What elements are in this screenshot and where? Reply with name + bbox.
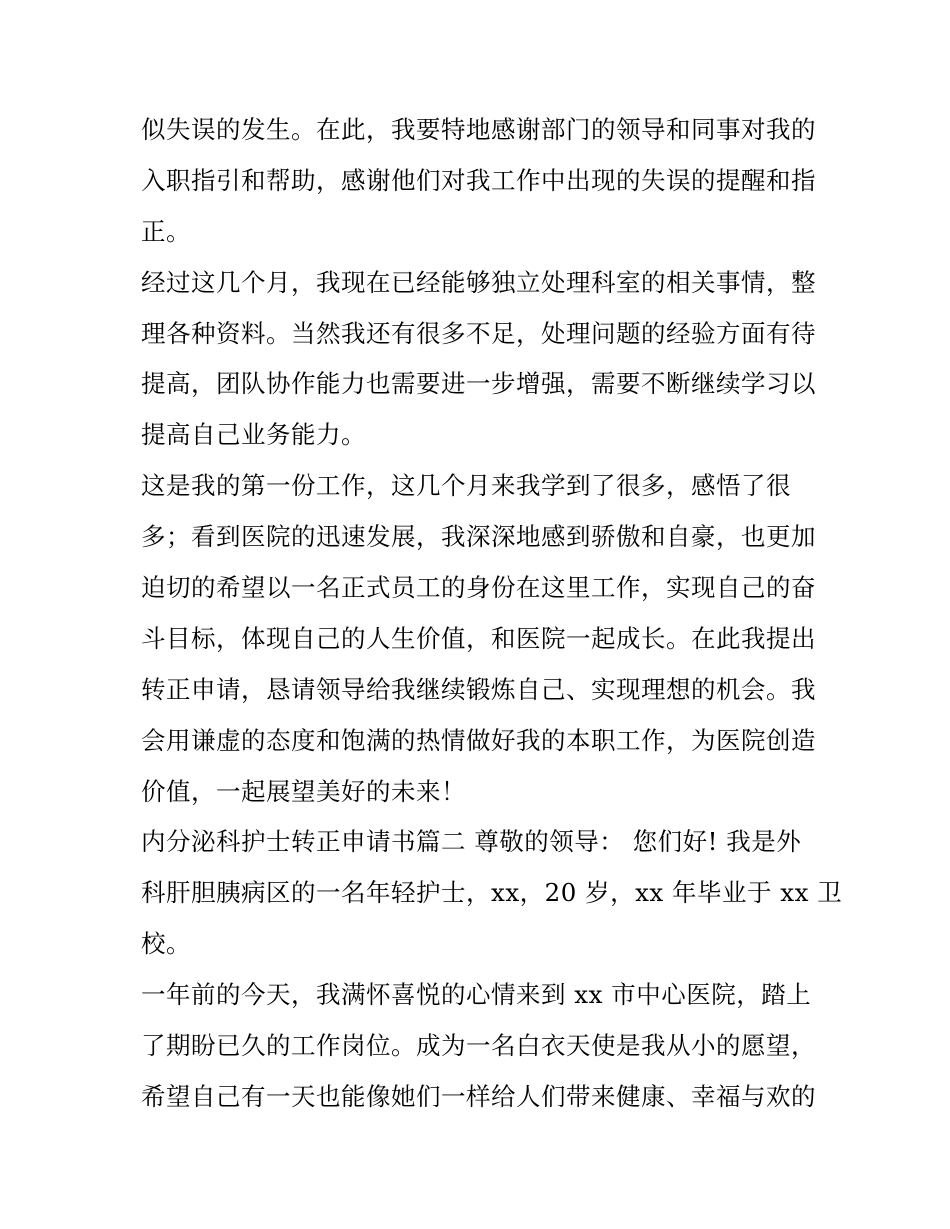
document-body (141, 105, 843, 1123)
text-line: 科肝胆胰病区的一名年轻护士，xx，20 岁，xx 年毕业于 xx 卫 (141, 878, 843, 908)
text-line: 校。 (141, 929, 191, 959)
text-line: 内分泌科护士转正申请书篇二 尊敬的领导： 您们好! 我是外 (141, 827, 802, 857)
text-line: 转正申请，恳请领导给我继续锻炼自己、实现理想的机会。我 (141, 674, 816, 704)
text-line: 会用谦虚的态度和饱满的热情做好我的本职工作，为医院创造 (141, 725, 816, 755)
text-line: 价值，一起展望美好的未来！ (141, 776, 466, 806)
text-line: 迫切的希望以一名正式员工的身份在这里工作，实现自己的奋 (141, 573, 816, 603)
text-line: 一年前的今天，我满怀喜悦的心情来到 xx 市中心医院，踏上 (141, 980, 812, 1010)
text-line: 提高自己业务能力。 (141, 420, 366, 450)
text-line: 多；看到医院的迅速发展，我深深地感到骄傲和自豪，也更加 (141, 522, 816, 552)
text-line: 斗目标，体现自己的人生价值，和医院一起成长。在此我提出 (141, 623, 816, 653)
text-line: 提高，团队协作能力也需要进一步增强，需要不断继续学习以 (141, 369, 816, 399)
text-line: 理各种资料。当然我还有很多不足，处理问题的经验方面有待 (141, 318, 816, 348)
text-line: 了期盼已久的工作岗位。成为一名白衣天使是我从小的愿望， (141, 1031, 816, 1061)
text-line: 似失误的发生。在此，我要特地感谢部门的领导和同事对我的 (141, 115, 816, 144)
text-line: 入职指引和帮助，感谢他们对我工作中出现的失误的提醒和指 (141, 165, 816, 195)
text-line: 这是我的第一份工作，这几个月来我学到了很多，感悟了很 (141, 471, 791, 501)
text-line: 正。 (141, 216, 191, 246)
text-line: 希望自己有一天也能像她们一样给人们带来健康、幸福与欢的 (141, 1081, 816, 1111)
text-line: 经过这几个月，我现在已经能够独立处理科室的相关事情，整 (141, 267, 816, 297)
